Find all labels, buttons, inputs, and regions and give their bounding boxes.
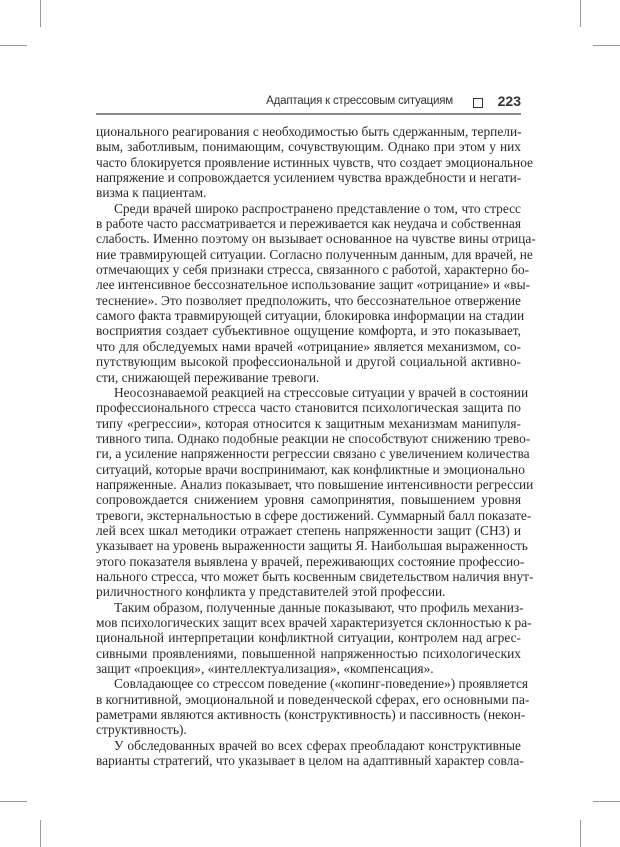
text-line: напряженные. Анализ показывает, что повышение интенсивности регрессии [96,476,534,492]
text-line: слабость. Именно поэтому он вызывает основанное на чувстве вины отрица- [96,231,536,247]
paragraph [96,737,524,769]
header-rule [96,113,521,115]
text-line: защит «проекция», «интеллектуализация», «компенсация». [96,661,434,677]
text-line: этого показателя выявлена у врачей, переживающих состояние профессио- [96,553,525,569]
text-line: типу «регрессии», которая относится к защитным механизмам манипуля- [96,415,521,431]
running-header [96,93,521,111]
text-line: профессионального стресса часто становится психологическая защита по [96,400,521,416]
paragraph [96,200,536,385]
text-line: лее интенсивное бессознательное использование защит «отрицание» и «вы- [96,277,531,293]
text-line: раметрами являются активность (конструктивность) и пассивность (некон- [96,707,526,723]
crop-mark [40,820,41,847]
paragraph [96,124,534,201]
text-line: указывает на уровень выраженности защиты Я. Наибольшая выраженность [96,538,528,554]
crop-mark [580,820,581,847]
text-line: самого факта травмирующей ситуации, блокировка информации на стадии [96,308,525,324]
text-line: ситуаций, которые врачи воспринимают, как конфликтные и эмоционально [96,461,525,477]
text-line: Неосознаваемой реакцией на стрессовые ситуации у врачей в состоянии [114,384,529,400]
paragraph [96,384,534,600]
text-line: Совладающее со стрессом поведение («копинг-поведение») проявляется [114,676,529,692]
text-line: в когнитивной, эмоциональной и поведенческой сферах, его основными па- [96,691,530,707]
text-line: вым, заботливым, понимающим, сочувствующим. Однако при этом у них [96,139,521,155]
text-line: У обследованных врачей во всех сферах преобладают конструктивные [114,737,521,753]
text-line: ги, а усиление напряженности регрессии связано с увеличением количества [96,446,530,462]
text-line: восприятия создает субъективное ощущение комфорта, и это показывает, [96,323,521,339]
text-line: ние травмирующей ситуации. Согласно полученным данным, для врачей, не [96,246,533,262]
crop-mark [593,801,620,802]
paragraph [96,599,532,677]
text-line: сти, снижающей переживание тревоги. [96,369,320,385]
crop-mark [0,801,27,802]
paragraph [96,676,530,738]
text-line: Таким образом, полученные данные показывают, что профиль механиз- [114,599,524,615]
crop-mark [580,0,581,27]
text-line: Среди врачей широко распространено представление о том, что стресс [114,200,521,216]
text-line: риличностного конфликта у представителей этой профессии. [96,584,446,600]
page-number: 223 [497,93,521,109]
text-line: что для обследуемых нами врачей «отрицание» является механизмом, со- [96,338,521,354]
text-line: тивного типа. Однако подобные реакции не способствуют снижению трево- [96,430,531,446]
text-line: тревоги, экстернальностью в сфере достижений. Суммарный балл показате- [96,507,532,523]
text-line: сивными проявлениями, повышенной напряженностью психологических [96,645,521,661]
text-line: лей всех шкал методики отражает степень напряженности защит (СНЗ) и [96,522,521,538]
body-text [96,124,536,769]
text-line: варианты стратегий, что указывает в целом на адаптивный характер совла- [96,753,524,769]
crop-mark [40,0,41,27]
text-line: циональной интерпретации конфликтной ситуации, контролем над агрес- [96,630,521,646]
square-bullet-icon [473,98,483,108]
text-line: структивность). [96,722,187,738]
text-line: в работе часто рассматривается и переживается как неудача и собственная [96,216,521,232]
text-line: напряжение и сопровождается усилением чувства враждебности и негати- [96,170,522,186]
text-line: ционального реагирования с необходимостью быть сдержанным, терпели- [96,124,522,139]
text-line: часто блокируется проявление истинных чувств, что создает эмоциональное [96,154,534,170]
crop-mark [593,45,620,46]
text-line: сопровождается снижением уровня самопринятия, повышением уровня [96,492,521,508]
text-line: нального стресса, что может быть косвенным свидетельством наличия внут- [96,568,534,584]
text-line: визма к пациентам. [96,185,207,201]
text-line: путствующим высокой профессиональной и другой социальной активно- [96,354,521,370]
text-line: отмечающих у себя признаки стресса, связанного с работой, характерно бо- [96,262,530,278]
text-line: теснение». Это позволяет предположить, что бессознательное отвержение [96,292,521,308]
running-title: Адаптация к стрессовым ситуациям [266,95,453,107]
crop-mark [0,45,27,46]
text-line: мов психологических защит всех врачей характеризуется склонностью к ра- [96,615,532,630]
